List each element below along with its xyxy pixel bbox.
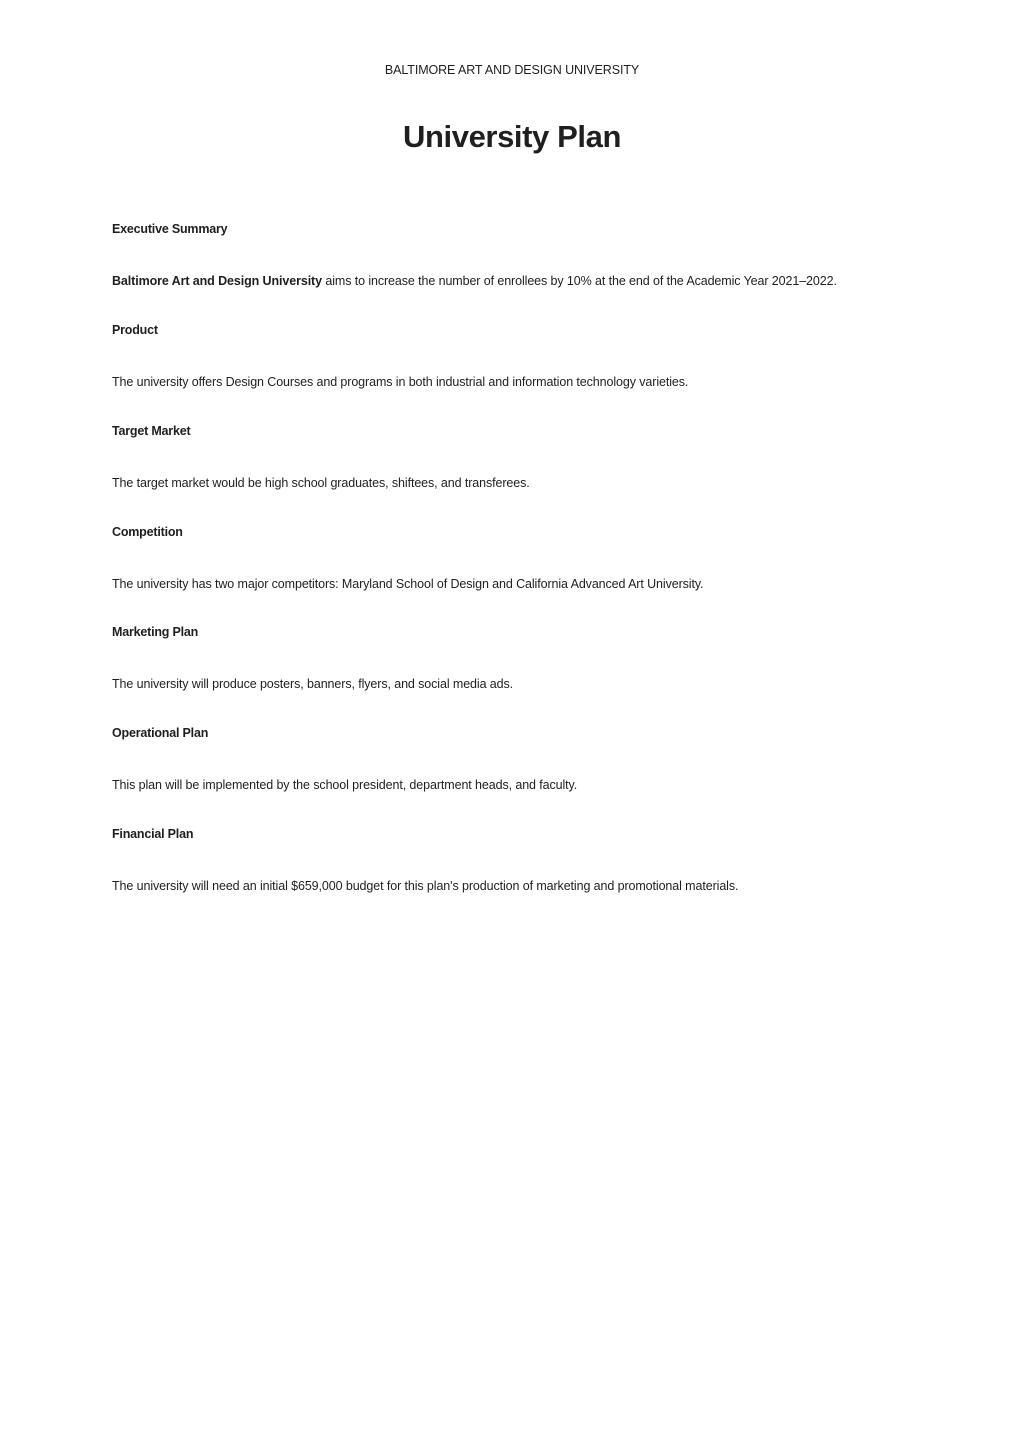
organization-name: BALTIMORE ART AND DESIGN UNIVERSITY <box>384 63 640 77</box>
section-body-executive-summary <box>112 274 912 289</box>
section-heading-marketing-plan: Marketing Plan <box>112 625 199 639</box>
section-heading-executive-summary: Executive Summary <box>112 222 228 236</box>
section-heading-target-market: Target Market <box>112 424 191 438</box>
section-body-target-market: The target market would be high school graduates, shiftees, and transferees. <box>112 476 530 490</box>
section-body-operational-plan: This plan will be implemented by the school president, department heads, and faculty. <box>112 778 578 792</box>
section-body-financial-plan: The university will need an initial $659,000 budget for this plan's production of marketing and promotional materials. <box>112 879 739 893</box>
executive-summary-text: aims to increase the number of enrollees by 10% at the end of the Academic Year 2021–2022. <box>321 274 837 288</box>
section-body-marketing-plan: The university will produce posters, banners, flyers, and social media ads. <box>112 677 514 691</box>
section-heading-product: Product <box>112 323 158 337</box>
executive-summary-lead: Baltimore Art and Design University <box>112 274 322 288</box>
section-body-product: The university offers Design Courses and programs in both industrial and information technology varieties. <box>112 375 689 389</box>
section-body-competition: The university has two major competitors: Maryland School of Design and California Advanced Art University. <box>112 577 704 591</box>
section-heading-financial-plan: Financial Plan <box>112 827 194 841</box>
section-heading-operational-plan: Operational Plan <box>112 726 209 740</box>
section-heading-competition: Competition <box>112 525 183 539</box>
document-title: University Plan <box>403 119 621 154</box>
